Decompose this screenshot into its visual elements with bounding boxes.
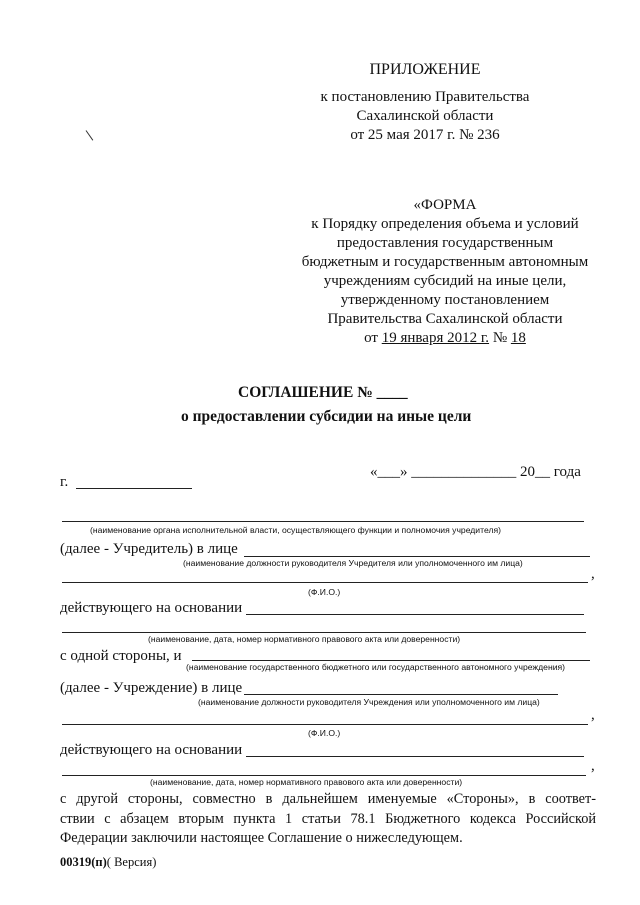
scan-mark <box>86 130 94 140</box>
institution-label: (далее - Учреждение) в лице <box>60 680 243 696</box>
agreement-subtitle: о предоставлении субсидии на иные цели <box>181 408 472 425</box>
appendix-line-3: от 25 мая 2017 г. № 236 <box>350 127 500 143</box>
acting-basis-field-line-2[interactable] <box>246 756 584 757</box>
acting-basis-field-line-1[interactable] <box>246 614 584 615</box>
footer-version: ( Версия) <box>106 855 157 869</box>
institution-fio-field-line[interactable] <box>62 724 588 725</box>
form-header-line-5: учреждениям субсидий на иные цели, <box>323 273 567 289</box>
comma-1: , <box>591 566 595 582</box>
date-prefix: от <box>364 330 382 346</box>
form-header-line-3: предоставления государственным <box>336 235 554 251</box>
appendix-title: ПРИЛОЖЕНИЕ <box>369 61 481 78</box>
appendix-line-1: к постановлению Правительства <box>320 89 530 105</box>
paragraph-line-2: ствии с абзацем вторым пункта 1 статьи 78.1 Бюджетного кодекса Российской <box>60 810 596 827</box>
paragraph-line-1: с другой стороны, совместно в дальнейшем именуемые «Стороны», в соответ- <box>60 791 596 807</box>
institution-position-hint: (наименование должности руководителя Учреждения или уполномоченного им лица) <box>198 697 540 707</box>
footer-code: 00319(п) <box>60 855 107 869</box>
acting-label-2: действующего на основании <box>60 742 243 758</box>
appendix-line-2: Сахалинской области <box>356 108 494 124</box>
footer <box>60 855 156 870</box>
institution-hint: (наименование государственного бюджетного или государственного автономного учреждения) <box>186 662 566 672</box>
form-header-line-4: бюджетным и государственным автономным <box>301 254 589 270</box>
acting-basis-field-line-1b[interactable] <box>62 632 586 633</box>
form-header-line-2: к Порядку определения объема и условий <box>311 216 579 232</box>
form-header-date-line <box>290 329 600 348</box>
institution-position-field-line[interactable] <box>244 694 558 695</box>
form-header-line-6: утвержденному постановлением <box>340 292 550 308</box>
comma-2: , <box>591 707 595 723</box>
agreement-paragraph <box>60 790 596 849</box>
founder-position-hint: (наименование должности руководителя Учредителя или уполномоченного им лица) <box>183 558 523 568</box>
city-field-line[interactable] <box>76 488 192 489</box>
fio-hint-1: (Ф.И.О.) <box>308 587 341 597</box>
act-hint-2: (наименование, дата, номер нормативного правового акта или доверенности) <box>150 777 463 787</box>
number-value: 18 <box>510 330 526 346</box>
founder-fio-field-line[interactable] <box>62 582 588 583</box>
founder-org-hint: (наименование органа исполнительной власти, осуществляющего функции и полномочия учредителя) <box>90 525 501 535</box>
number-prefix: № <box>489 330 511 346</box>
agreement-title: СОГЛАШЕНИЕ № ____ <box>238 384 408 401</box>
date-value: 19 января 2012 г. <box>381 330 490 346</box>
fio-hint-2: (Ф.И.О.) <box>308 728 341 738</box>
appendix-reference <box>300 88 550 145</box>
act-hint-1: (наименование, дата, номер нормативного правового акта или доверенности) <box>148 634 461 644</box>
acting-label-1: действующего на основании <box>60 600 243 616</box>
one-side-label: с одной стороны, и <box>60 648 182 664</box>
founder-org-field-line[interactable] <box>62 521 584 522</box>
form-header-line-1: «ФОРМА <box>413 197 477 213</box>
acting-basis-field-line-2b[interactable] <box>62 775 586 776</box>
institution-field-line[interactable] <box>192 660 590 661</box>
comma-3: , <box>591 758 595 774</box>
form-header-line-7: Правительства Сахалинской области <box>327 311 563 327</box>
form-header <box>290 196 600 348</box>
city-prefix: г. <box>60 474 69 490</box>
appendix-block <box>300 60 550 79</box>
paragraph-line-3: Федерации заключили настоящее Соглашение о нижеследующем. <box>60 830 463 846</box>
founder-position-field-line[interactable] <box>244 556 590 557</box>
founder-label: (далее - Учредитель) в лице <box>60 541 238 557</box>
agreement-date: «___» ______________ 20__ года <box>370 464 581 480</box>
